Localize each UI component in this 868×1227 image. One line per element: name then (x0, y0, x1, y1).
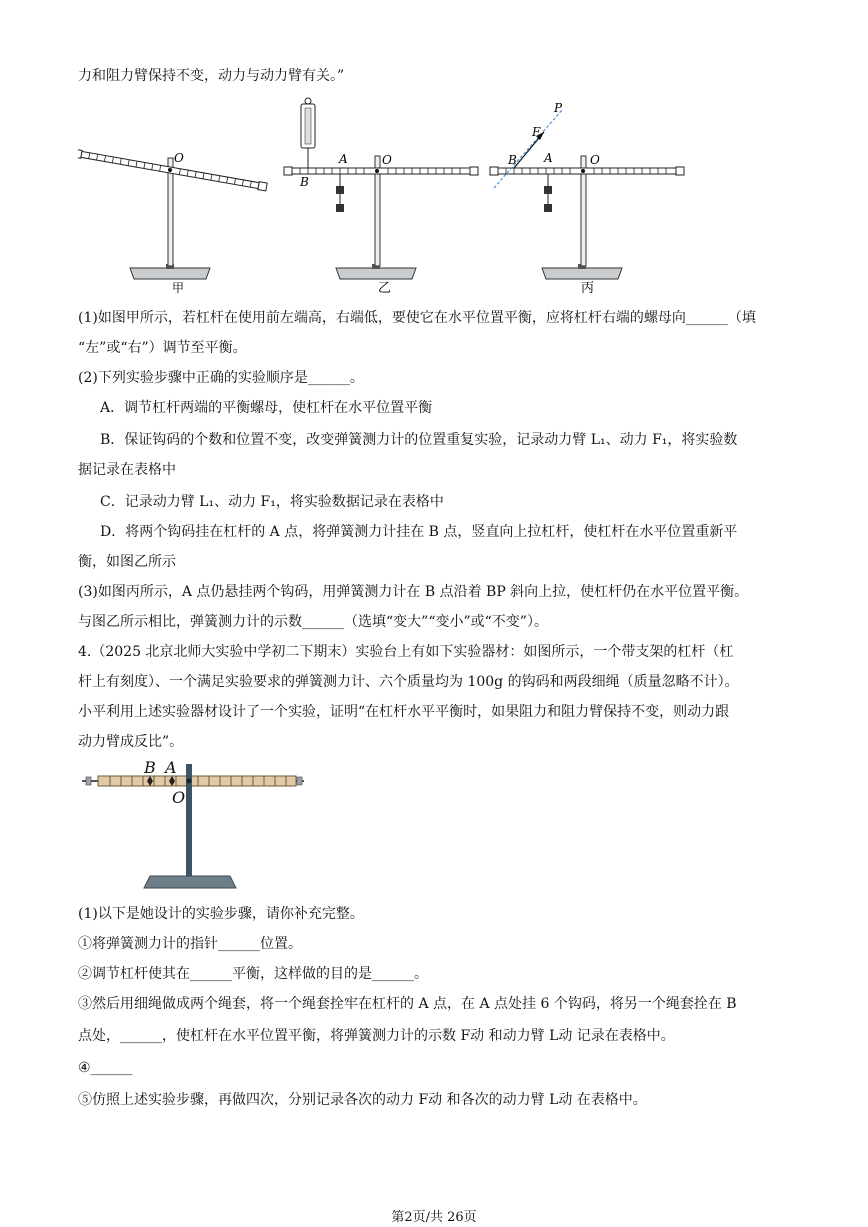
q3-part3-line2: 与图乙所示相比，弹簧测力计的示数______（选填“变大”“变小”或“不变”）。 (78, 614, 548, 630)
q4-line1: 4.（2025 北京北师大实验中学初二下期末）实验台上有如下实验器材：如图所示，一个带支架的杠杆（杠 (78, 644, 734, 660)
lever-figure-q4 (78, 758, 308, 894)
point-o-bing: O (590, 153, 600, 167)
point-b-bing: B (508, 153, 517, 167)
q3-option-c: C．记录动力臂 L₁、动力 F₁，将实验数据记录在表格中 (100, 494, 444, 510)
q4-line3: 小平利用上述实验器材设计了一个实验，证明“在杠杆水平平衡时，如果阻力和阻力臂保持不变，则动力跟 (78, 704, 730, 720)
label-yi: 乙 (378, 281, 392, 296)
label-bing: 丙 (581, 281, 595, 296)
point-a-q4: A (165, 758, 177, 777)
q3-part1-line1: (1)如图甲所示，若杠杆在使用前左端高，右端低，要使它在水平位置平衡，应将杠杆右端的螺母向______（填 (78, 310, 756, 326)
point-b-q4: B (144, 758, 156, 777)
q3-part1-line2: “左”或“右”）调节至平衡。 (78, 340, 247, 356)
page-footer: 第2页/共 26页 (391, 1210, 477, 1225)
q3-part3-line1: (3)如图丙所示，A 点仍悬挂两个钩码，用弹簧测力计在 B 点沿着 BP 斜向上拉，使杠杆仍在水平位置平衡。 (78, 584, 749, 600)
q3-option-b-line1: B．保证钩码的个数和位置不变，改变弹簧测力计的位置重复实验，记录动力臂 L₁、动力 F₁，将实验数 (100, 432, 738, 448)
figure-yi (284, 98, 478, 279)
q3-option-d-line2: 衡，如图乙所示 (78, 554, 176, 570)
q4-steps-intro: (1)以下是她设计的实验步骤，请你补充完整。 (78, 906, 364, 922)
q4-step-4: ④______ (78, 1060, 133, 1076)
q4-step-1: ①将弹簧测力计的指针______位置。 (78, 936, 302, 952)
q4-step-3-line2: 点处，______，使杠杆在水平位置平衡，将弹簧测力计的示数 F动 和动力臂 L动 记录在表格中。 (78, 1028, 675, 1044)
point-f-bing: F (532, 125, 541, 139)
q4-step-5: ⑤仿照上述实验步骤，再做四次，分别记录各次的动力 F动 和各次的动力臂 L动 在表格中。 (78, 1092, 647, 1108)
point-o-q4: O (172, 788, 186, 807)
figure-jia (78, 149, 267, 279)
q4-line4: 动力臂成反比”。 (78, 734, 184, 750)
point-a-bing: A (544, 151, 553, 165)
figure-bing (490, 110, 684, 279)
label-jia: 甲 (172, 281, 185, 295)
q3-part2: (2)下列实验步骤中正确的实验顺序是______。 (78, 370, 364, 386)
q4-line2: 杆上有刻度）、一个满足实验要求的弹簧测力计、六个质量均为 100g 的钩码和两段细绳（质量忽略不计）。 (78, 674, 739, 690)
q3-option-b-line2: 据记录在表格中 (78, 462, 176, 478)
intro-tail: 力和阻力臂保持不变，动力与动力臂有关。” (78, 68, 345, 84)
point-p-bing: P (554, 101, 563, 115)
point-a-yi: A (339, 152, 348, 166)
point-o-yi: O (382, 153, 392, 167)
q3-option-a: A．调节杠杆两端的平衡螺母，使杠杆在水平位置平衡 (100, 400, 433, 416)
point-b-yi: B (300, 175, 309, 189)
lever-figures-jia-yi-bing (78, 96, 698, 296)
q3-option-d-line1: D．将两个钩码挂在杠杆的 A 点，将弹簧测力计挂在 B 点，竖直向上拉杠杆，使杠杆在水平位置重新平 (100, 524, 738, 540)
point-o-jia: O (174, 151, 184, 165)
q4-step-3-line1: ③然后用细绳做成两个绳套，将一个绳套拴牢在杠杆的 A 点，在 A 点处挂 6 个钩码，将另一个绳套拴在 B (78, 996, 737, 1012)
q4-step-2: ②调节杠杆使其在______平衡，这样做的目的是______。 (78, 966, 428, 982)
